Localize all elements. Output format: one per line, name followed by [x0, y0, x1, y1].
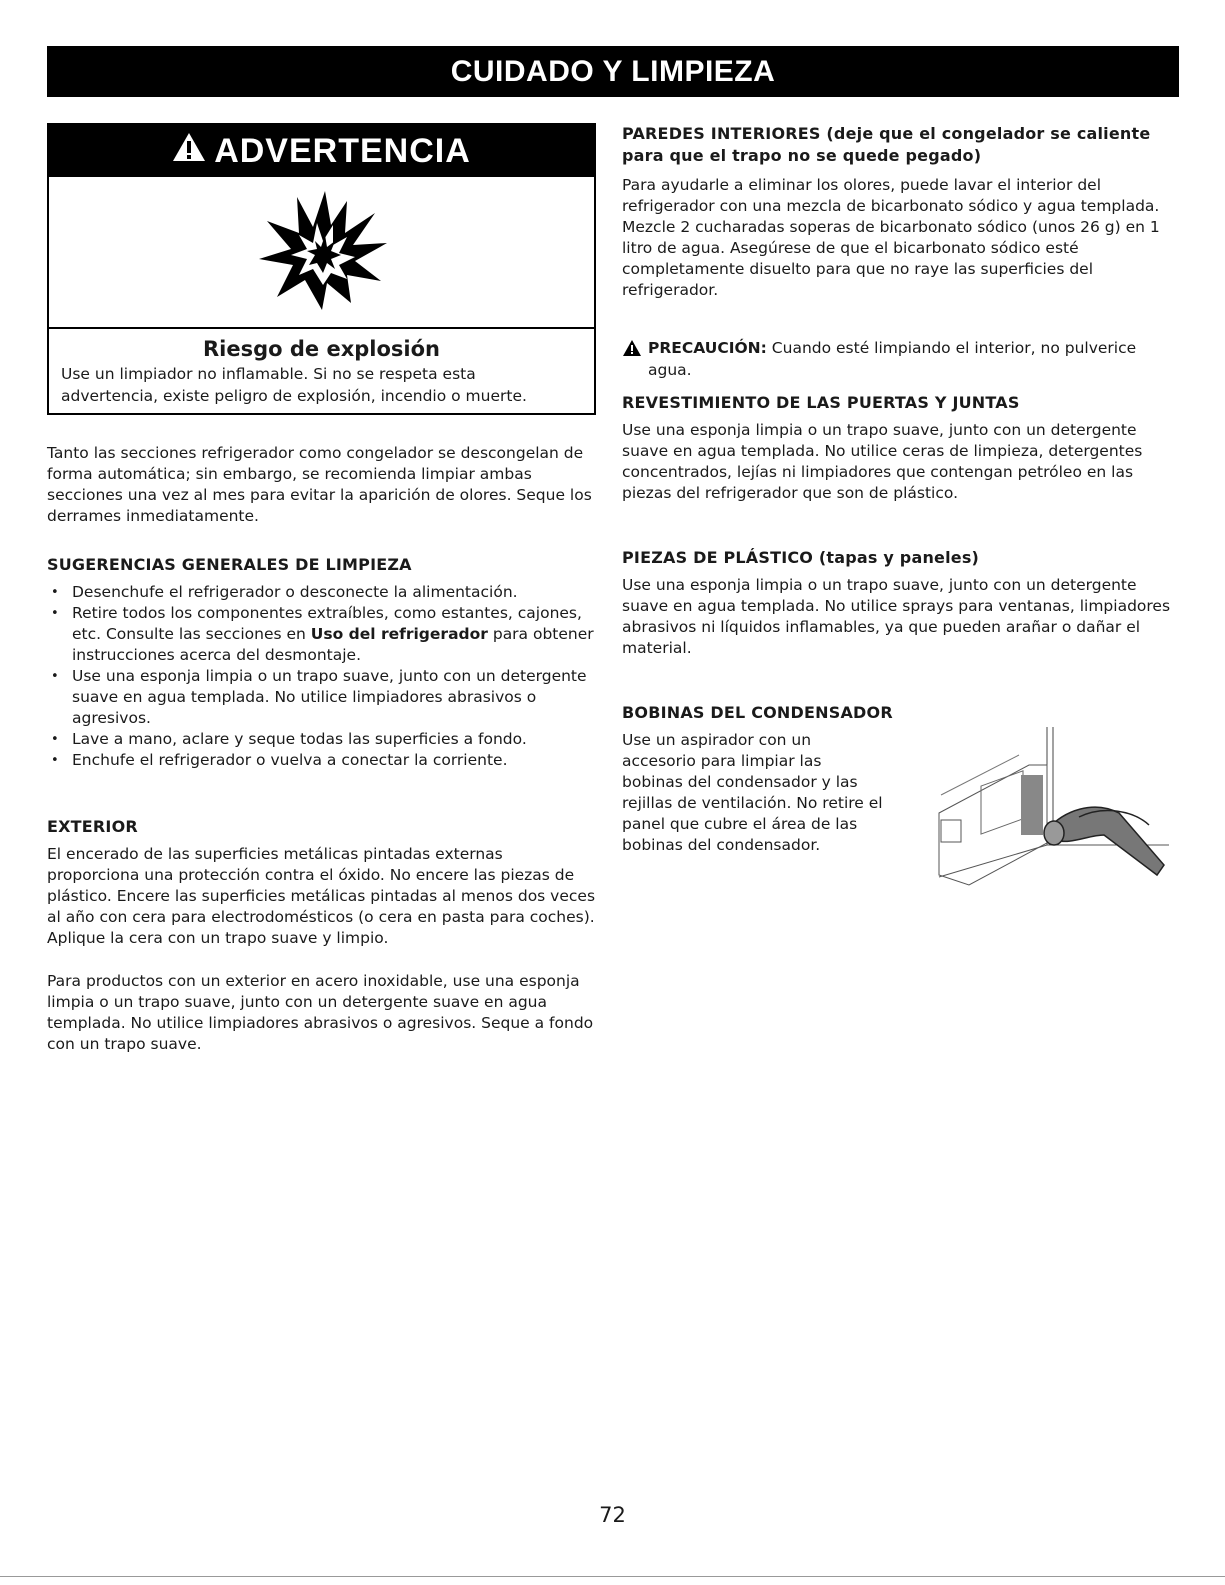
warning-triangle-icon [172, 132, 206, 171]
list-item: • Enchufe el refrigerador o vuelva a conectar la corriente. [47, 750, 597, 771]
footer-divider [0, 1576, 1225, 1577]
exterior-paragraph-2: Para productos con un exterior en acero inoxidable, use una esponja limpia o un trapo suave, junto con un detergente suave en agua templada. No utilice limpiadores abrasivos o agresivos. Seque a fondo con un trapo suave. [47, 972, 594, 1053]
general-tips-heading: SUGERENCIAS GENERALES DE LIMPIEZA [47, 555, 412, 574]
right-column [622, 123, 1177, 856]
warning-header [49, 125, 594, 177]
exterior-heading: EXTERIOR [47, 817, 138, 836]
left-column [47, 123, 597, 1055]
section-banner [47, 46, 1179, 97]
interior-walls-title: PAREDES INTERIORES [622, 124, 821, 143]
door-liners-heading: REVESTIMIENTO DE LAS PUERTAS Y JUNTAS [622, 393, 1020, 412]
caution-triangle-icon [622, 337, 648, 381]
plastic-parts-heading [622, 548, 1177, 567]
general-tips-list [47, 582, 597, 771]
plastic-parts-text: Use una esponja limpia o un trapo suave, junto con un detergente suave en agua templada. No utilice sprays para ventanas, limpiadores abrasivos ni líquidos inflamables, ya que pueden arañar o dañar el material. [622, 576, 1171, 657]
risk-text: Use un limpiador no inflamable. Si no se respeta esta advertencia, existe peligro de explosión, incendio o muerte. [61, 365, 527, 405]
list-item: • Lave a mano, aclare y seque todas las superficies a fondo. [47, 729, 597, 750]
plastic-parts-title: PIEZAS DE PLÁSTICO [622, 548, 814, 567]
intro-paragraph: Tanto las secciones refrigerador como congelador se descongelan de forma automática; sin embargo, se recomienda limpiar ambas secciones una vez al mes para evitar la aparición de olores. Seque los derrames inmediatamente. [47, 444, 592, 525]
page-number: 72 [599, 1503, 626, 1527]
interior-walls-text: Para ayudarle a eliminar los olores, puede lavar el interior del refrigerador con una mezcla de bicarbonato sódico y agua templada. Mezcle 2 cucharadas soperas de bicarbonato sódico (unos 26 g) en 1 litro de agua. Asegúrese de que el bicarbonato sódico esté completamente disuelto para que no raye las superficies del refrigerador. [622, 176, 1160, 299]
interior-walls-subtitle: (deje que el congelador se caliente para que el trapo no se quede pegado) [622, 124, 1151, 165]
warning-heading: ADVERTENCIA [214, 131, 471, 170]
list-item: • Use una esponja limpia o un trapo suave, junto con un detergente suave en agua templada. No utilice limpiadores abrasivos o agresivos. [47, 666, 597, 729]
condenser-heading: BOBINAS DEL CONDENSADOR [622, 703, 893, 722]
warning-box [47, 123, 596, 415]
interior-walls-heading [622, 123, 1177, 167]
caution-text: Cuando esté limpiando el interior, no pulverice agua. [648, 339, 1137, 379]
caution-note [622, 337, 1177, 381]
risk-title: Riesgo de explosión [203, 337, 440, 361]
list-item-text: para obtener instrucciones acerca del desmontaje. [72, 625, 594, 664]
reference-link: Uso del refrigerador [310, 625, 488, 643]
warning-illustration [49, 177, 594, 329]
door-liners-text: Use una esponja limpia o un trapo suave, junto con un detergente suave en agua templada. No utilice ceras de limpieza, detergentes concentrados, lejías ni limpiadores que contengan petróleo en las piezas del refrigerador que son de plástico. [622, 421, 1143, 502]
caution-body [648, 337, 1177, 381]
list-item: • Desenchufe el refrigerador o desconecte la alimentación. [47, 582, 597, 603]
condenser-text: Use un aspirador con un accesorio para limpiar las bobinas del condensador y las rejillas de ventilación. No retire el panel que cubre el área de las bobinas del condensador. [622, 731, 883, 854]
condenser-section [622, 703, 1177, 856]
caution-label: PRECAUCIÓN: [648, 339, 767, 357]
explosion-icon [247, 185, 397, 319]
plastic-parts-subtitle: (tapas y paneles) [818, 548, 980, 567]
vacuum-condenser-illustration [929, 725, 1169, 904]
list-item [47, 603, 597, 666]
exterior-paragraph-1: El encerado de las superficies metálicas pintadas externas proporciona una protección contra el óxido. No encere las piezas de plástico. Encere las superficies metálicas pintadas al menos dos veces al año con cera para electrodomésticos (o cera en pasta para coches). Aplique la cera con un trapo suave y limpio. [47, 845, 596, 947]
section-title: CUIDADO Y LIMPIEZA [450, 54, 776, 88]
list-item-text: Retire todos los componentes extraíbles, como estantes, cajones, etc. Consulte las secciones en [72, 604, 582, 643]
